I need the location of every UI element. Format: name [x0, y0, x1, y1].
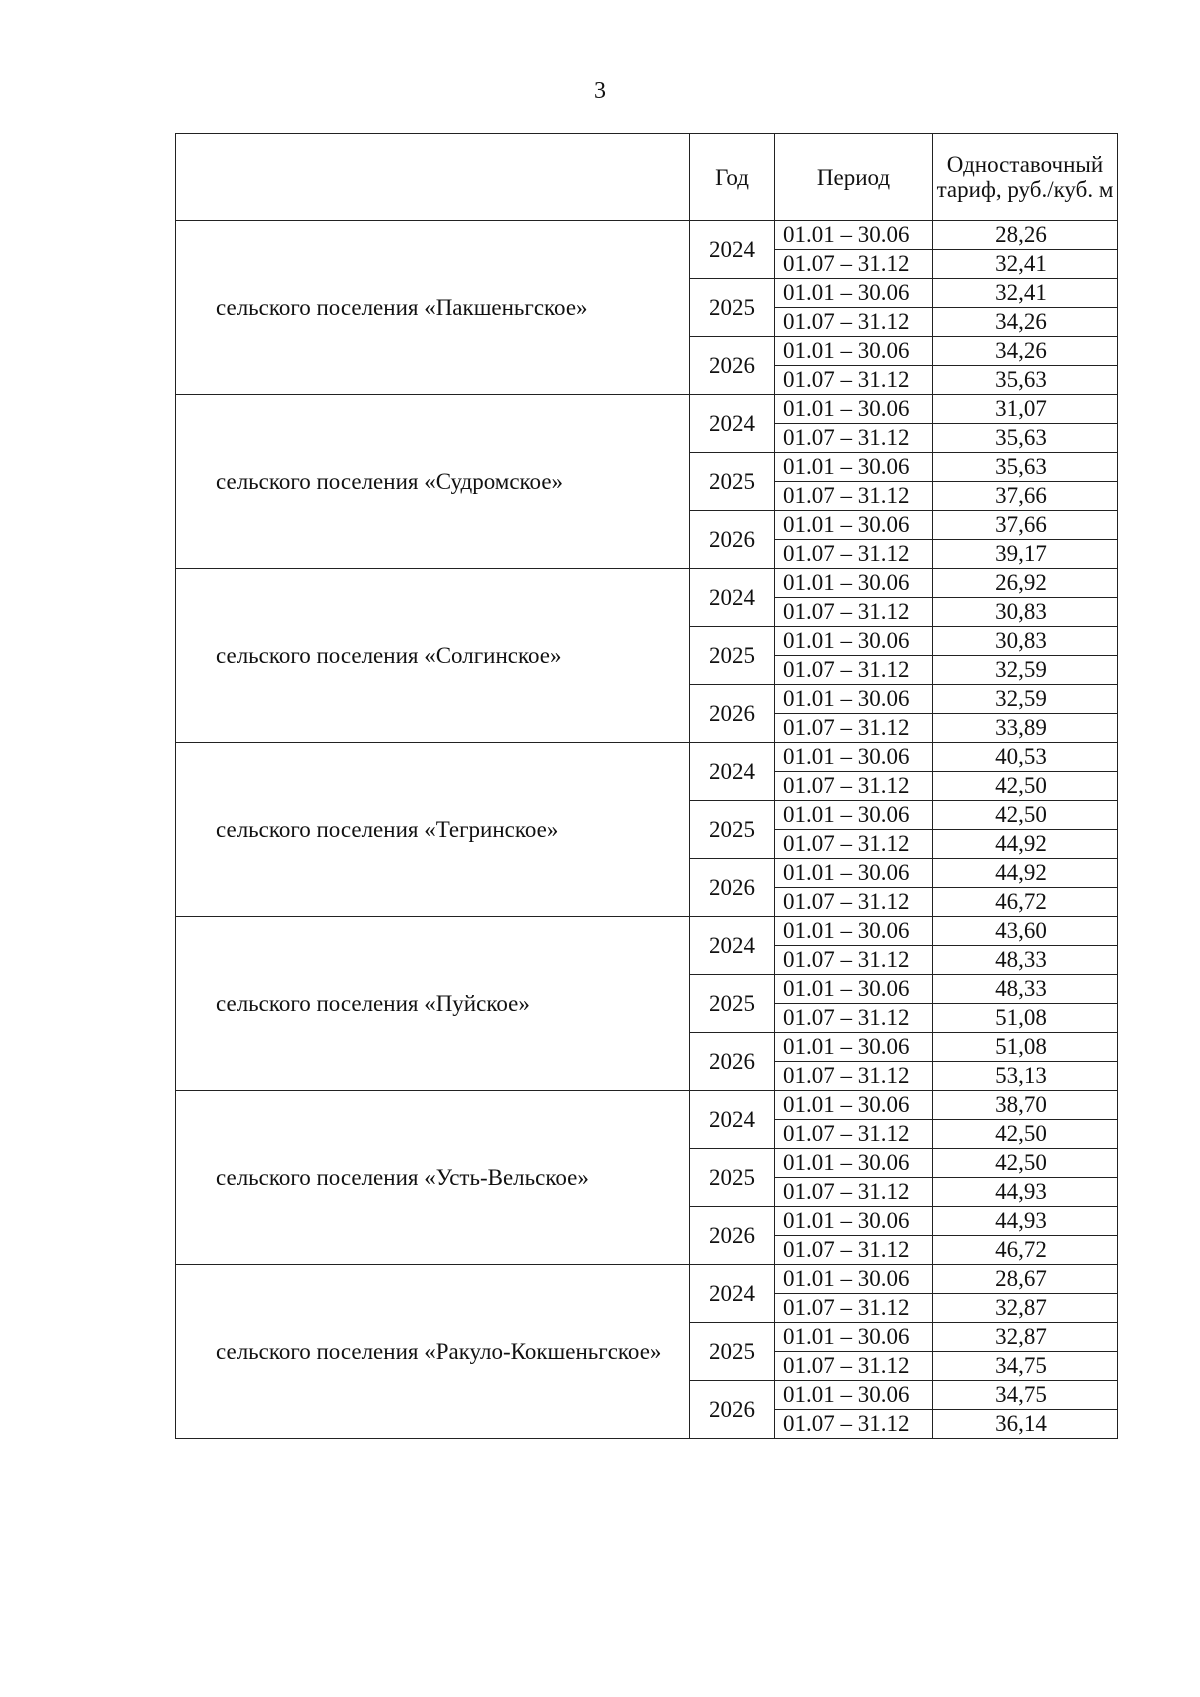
header-row: [176, 134, 1118, 221]
settlement-name: сельского поселения «Судромское»: [176, 395, 690, 569]
tariff-value: 30,83: [933, 598, 1118, 627]
period-cell: 01.07 – 31.12: [775, 308, 933, 337]
tariff-value: 32,87: [933, 1323, 1118, 1352]
period-cell: 01.01 – 30.06: [775, 917, 933, 946]
tariff-value: 37,66: [933, 482, 1118, 511]
tariff-value: 36,14: [933, 1410, 1118, 1439]
tariff-value: 42,50: [933, 1149, 1118, 1178]
tariff-value: 37,66: [933, 511, 1118, 540]
tariff-value: 40,53: [933, 743, 1118, 772]
period-cell: 01.07 – 31.12: [775, 1062, 933, 1091]
settlement-name: сельского поселения «Пакшеньгское»: [176, 221, 690, 395]
table-row: [176, 917, 1118, 946]
tariff-value: 33,89: [933, 714, 1118, 743]
tariff-value: 34,26: [933, 308, 1118, 337]
year-cell: 2025: [690, 975, 775, 1033]
period-cell: 01.07 – 31.12: [775, 1120, 933, 1149]
tariff-value: 46,72: [933, 1236, 1118, 1265]
tariff-value: 46,72: [933, 888, 1118, 917]
tariff-value: 48,33: [933, 946, 1118, 975]
tariff-value: 43,60: [933, 917, 1118, 946]
page-number: 3: [594, 78, 606, 104]
tariff-value: 51,08: [933, 1033, 1118, 1062]
period-cell: 01.01 – 30.06: [775, 569, 933, 598]
period-cell: 01.01 – 30.06: [775, 221, 933, 250]
tariff-value: 38,70: [933, 1091, 1118, 1120]
period-cell: 01.07 – 31.12: [775, 1352, 933, 1381]
tariff-value: 28,26: [933, 221, 1118, 250]
year-cell: 2025: [690, 1149, 775, 1207]
tariff-value: 34,75: [933, 1352, 1118, 1381]
year-cell: 2024: [690, 917, 775, 975]
table-row: [176, 395, 1118, 424]
year-cell: 2026: [690, 859, 775, 917]
tariff-value: 44,92: [933, 859, 1118, 888]
settlement-name: сельского поселения «Солгинское»: [176, 569, 690, 743]
year-cell: 2024: [690, 395, 775, 453]
table-row: [176, 1091, 1118, 1120]
period-cell: 01.07 – 31.12: [775, 946, 933, 975]
period-cell: 01.01 – 30.06: [775, 801, 933, 830]
table-row: [176, 569, 1118, 598]
period-cell: 01.07 – 31.12: [775, 250, 933, 279]
period-cell: 01.01 – 30.06: [775, 1381, 933, 1410]
year-cell: 2025: [690, 453, 775, 511]
period-cell: 01.01 – 30.06: [775, 859, 933, 888]
year-cell: 2025: [690, 627, 775, 685]
tariff-value: 32,41: [933, 250, 1118, 279]
year-cell: 2026: [690, 1207, 775, 1265]
period-cell: 01.01 – 30.06: [775, 511, 933, 540]
period-cell: 01.01 – 30.06: [775, 685, 933, 714]
settlement-name: сельского поселения «Тегринское»: [176, 743, 690, 917]
header-period: Период: [775, 134, 933, 221]
year-cell: 2025: [690, 279, 775, 337]
period-cell: 01.01 – 30.06: [775, 1323, 933, 1352]
period-cell: 01.07 – 31.12: [775, 424, 933, 453]
tariff-value: 44,93: [933, 1178, 1118, 1207]
table-header: [176, 134, 1118, 221]
tariff-value: 35,63: [933, 424, 1118, 453]
tariff-value: 32,59: [933, 685, 1118, 714]
period-cell: 01.07 – 31.12: [775, 540, 933, 569]
period-cell: 01.01 – 30.06: [775, 1149, 933, 1178]
period-cell: 01.07 – 31.12: [775, 598, 933, 627]
period-cell: 01.07 – 31.12: [775, 1294, 933, 1323]
tariff-value: 51,08: [933, 1004, 1118, 1033]
period-cell: 01.07 – 31.12: [775, 1178, 933, 1207]
period-cell: 01.07 – 31.12: [775, 888, 933, 917]
year-cell: 2024: [690, 221, 775, 279]
tariff-value: 32,41: [933, 279, 1118, 308]
tariff-value: 53,13: [933, 1062, 1118, 1091]
period-cell: 01.01 – 30.06: [775, 1207, 933, 1236]
settlement-name: сельского поселения «Пуйское»: [176, 917, 690, 1091]
period-cell: 01.01 – 30.06: [775, 395, 933, 424]
period-cell: 01.07 – 31.12: [775, 714, 933, 743]
tariff-value: 42,50: [933, 772, 1118, 801]
period-cell: 01.07 – 31.12: [775, 1004, 933, 1033]
period-cell: 01.01 – 30.06: [775, 1091, 933, 1120]
period-cell: 01.07 – 31.12: [775, 1236, 933, 1265]
tariff-value: 44,92: [933, 830, 1118, 859]
year-cell: 2024: [690, 1091, 775, 1149]
tariff-value: 34,75: [933, 1381, 1118, 1410]
table-row: [176, 1265, 1118, 1294]
header-tariff: Одноставочный тариф, руб./куб. м: [933, 134, 1118, 221]
period-cell: 01.07 – 31.12: [775, 482, 933, 511]
year-cell: 2025: [690, 1323, 775, 1381]
year-cell: 2026: [690, 337, 775, 395]
year-cell: 2026: [690, 1033, 775, 1091]
tariff-value: 31,07: [933, 395, 1118, 424]
tariff-value: 28,67: [933, 1265, 1118, 1294]
table-row: [176, 743, 1118, 772]
year-cell: 2024: [690, 569, 775, 627]
period-cell: 01.01 – 30.06: [775, 975, 933, 1004]
tariff-value: 34,26: [933, 337, 1118, 366]
year-cell: 2026: [690, 511, 775, 569]
header-year: Год: [690, 134, 775, 221]
period-cell: 01.01 – 30.06: [775, 337, 933, 366]
table-body: [176, 221, 1118, 1439]
year-cell: 2026: [690, 685, 775, 743]
year-cell: 2025: [690, 801, 775, 859]
tariff-value: 42,50: [933, 1120, 1118, 1149]
tariff-value: 48,33: [933, 975, 1118, 1004]
period-cell: 01.01 – 30.06: [775, 279, 933, 308]
tariff-value: 42,50: [933, 801, 1118, 830]
tariff-value: 32,87: [933, 1294, 1118, 1323]
period-cell: 01.07 – 31.12: [775, 772, 933, 801]
tariff-value: 39,17: [933, 540, 1118, 569]
period-cell: 01.01 – 30.06: [775, 627, 933, 656]
year-cell: 2024: [690, 743, 775, 801]
period-cell: 01.07 – 31.12: [775, 656, 933, 685]
table-row: [176, 221, 1118, 250]
period-cell: 01.01 – 30.06: [775, 743, 933, 772]
period-cell: 01.07 – 31.12: [775, 1410, 933, 1439]
period-cell: 01.01 – 30.06: [775, 1265, 933, 1294]
settlement-name: сельского поселения «Ракуло-Кокшеньгское»: [176, 1265, 690, 1439]
period-cell: 01.07 – 31.12: [775, 830, 933, 859]
tariff-value: 35,63: [933, 453, 1118, 482]
tariff-value: 26,92: [933, 569, 1118, 598]
tariff-value: 32,59: [933, 656, 1118, 685]
year-cell: 2026: [690, 1381, 775, 1439]
tariff-value: 35,63: [933, 366, 1118, 395]
tariff-table: [175, 133, 1118, 1439]
period-cell: 01.07 – 31.12: [775, 366, 933, 395]
period-cell: 01.01 – 30.06: [775, 453, 933, 482]
tariff-value: 30,83: [933, 627, 1118, 656]
header-settlement: [176, 134, 690, 221]
year-cell: 2024: [690, 1265, 775, 1323]
period-cell: 01.01 – 30.06: [775, 1033, 933, 1062]
settlement-name: сельского поселения «Усть-Вельское»: [176, 1091, 690, 1265]
tariff-value: 44,93: [933, 1207, 1118, 1236]
